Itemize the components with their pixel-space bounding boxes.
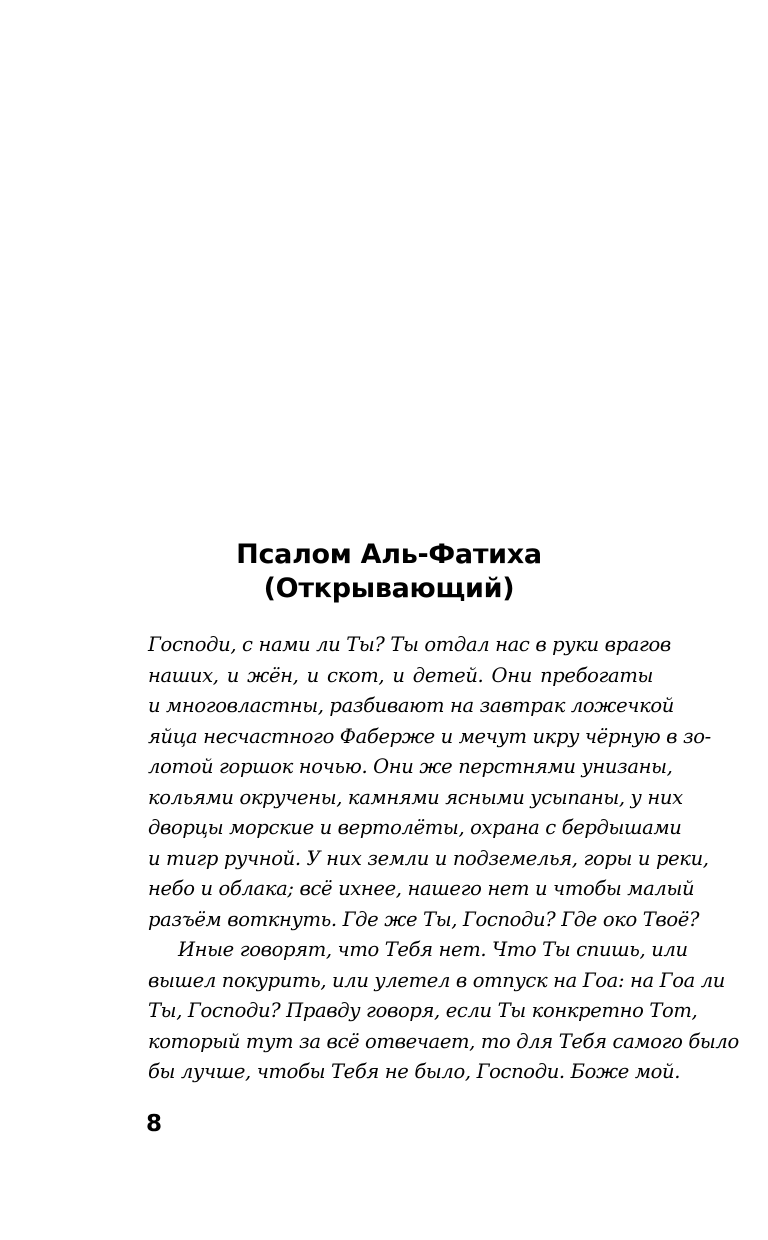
paragraph-2: [148, 935, 739, 1088]
text-line: бы лучше, чтобы Тебя не было, Господи. Боже мой.: [148, 1060, 681, 1083]
text-line: кольями окручены, камнями ясными усыпаны, у них: [148, 785, 683, 809]
text-line: разъём воткнуть. Где же Ты, Господи? Где око Твоё?: [148, 907, 700, 931]
paragraph-1: [148, 630, 711, 935]
text-line: лотой горшок ночью. Они же перстнями унизаны,: [148, 755, 673, 778]
text-line: яйца несчастного Фаберже и мечут икру чёрную в зо-: [148, 724, 711, 748]
psalm-heading: [0, 538, 768, 606]
psalm-body: [148, 630, 739, 1088]
text-line: небо и облака; всё ихнее, нашего нет и чтобы малый: [148, 877, 695, 900]
text-line: дворцы морские и вертолёты, охрана с бердышами: [148, 816, 682, 839]
text-line: Иные говорят, что Тебя нет. Что Ты спишь, или: [178, 938, 688, 961]
text-line: Ты, Господи? Правду говоря, если Ты конкретно Тот,: [148, 999, 698, 1022]
heading-title: Псалом Аль-Фатиха: [236, 539, 542, 570]
text-line: и тигр ручной. У них земли и подземелья, горы и реки,: [148, 846, 709, 870]
page-number: 8: [146, 1111, 163, 1137]
heading-subtitle: (Открывающий): [263, 573, 515, 604]
text-line: наших, и жён, и скот, и детей. Они пребогаты: [148, 663, 653, 687]
text-line: и многовластны, разбивают на завтрак ложечкой: [148, 694, 674, 717]
text-line: Господи, с нами ли Ты? Ты отдал нас в руки врагов: [148, 633, 671, 656]
text-line: вышел покурить, или улетел в отпуск на Гоа: на Гоа ли: [148, 968, 726, 992]
text-line: который тут за всё отвечает, то для Тебя самого было: [148, 1029, 739, 1053]
